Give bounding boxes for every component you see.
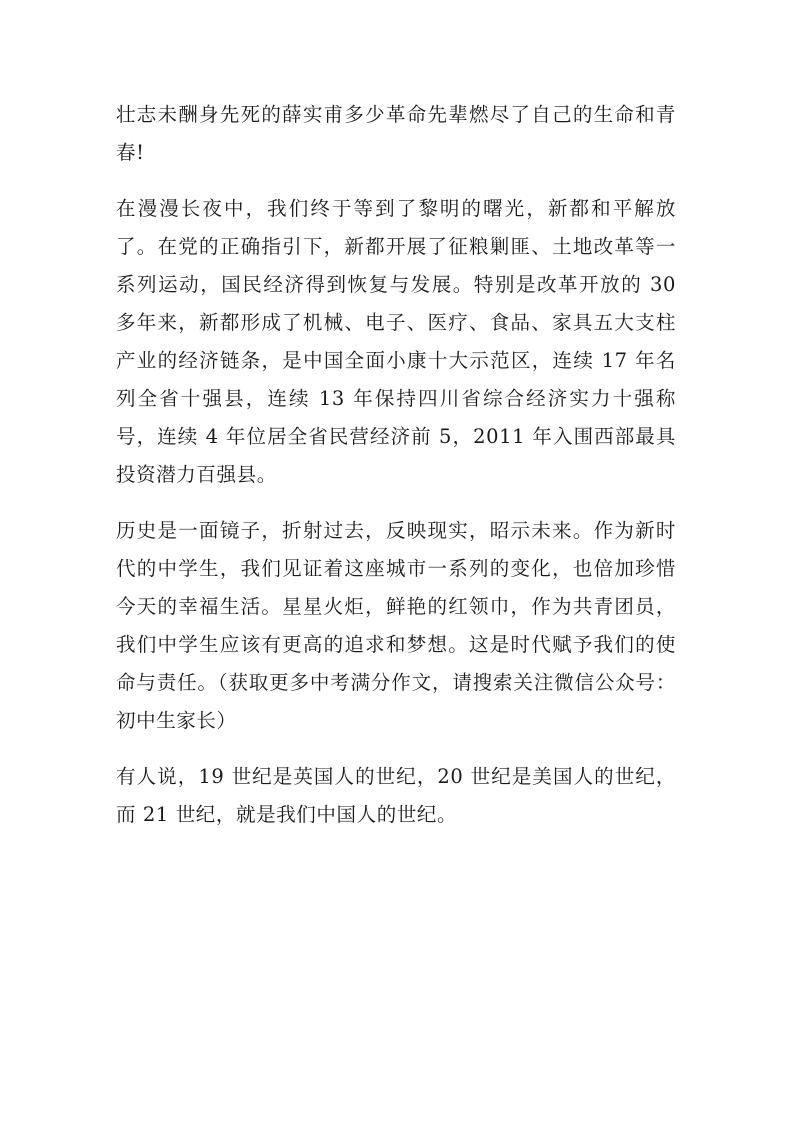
paragraph-2: 在漫漫长夜中，我们终于等到了黎明的曙光，新都和平解放了。在党的正确指引下，新都开展了征粮剿匪、土地改革等一系列运动，国民经济得到恢复与发展。特别是改革开放的 30 多年来，新都形成了机械、电子、医疗、食品、家具五大支柱产业的经济链条，是中国全面小康十大示范区，连续 17 年名列全省十强县，连续 13 年保持四川省综合经济实力十强称号，连续 4 年位居全省民营经济前 5，2011 年入围西部最具投资潜力百强县。 bbox=[116, 197, 676, 486]
paragraph-3: 历史是一面镜子，折射过去，反映现实，昭示未来。作为新时代的中学生，我们见证着这座城市一系列的变化，也倍加珍惜今天的幸福生活。星星火炬，鲜艳的红领巾，作为共青团员，我们中学生应该有更高的追求和梦想。这是时代赋予我们的使命与责任。（获取更多中考满分作文，请搜索关注微信公众号：初中生家长） bbox=[116, 519, 676, 732]
paragraph-4: 有人说，19 世纪是英国人的世纪，20 世纪是美国人的世纪，而 21 世纪，就是我们中国人的世纪。 bbox=[116, 765, 676, 826]
document-body bbox=[116, 96, 676, 852]
paragraph-1: 壮志未酬身先死的薛实甫多少革命先辈燃尽了自己的生命和青春! bbox=[116, 103, 676, 164]
